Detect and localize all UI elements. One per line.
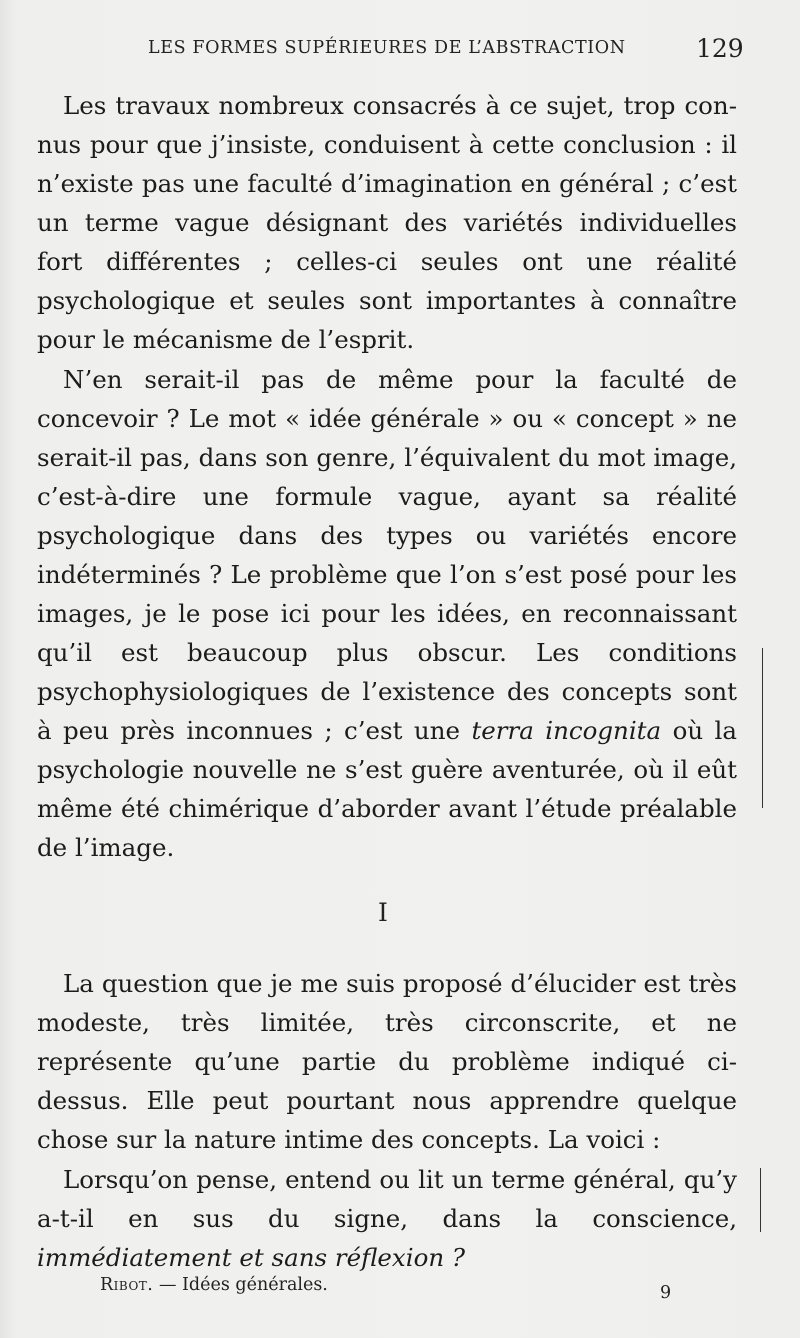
page-number: 129 xyxy=(696,34,744,63)
paragraph-2-end: où la psychologie nouvelle ne s’est guère aventurée, où il eût même été chimérique d’aborder avant l’étude préalable de l’image. xyxy=(37,716,737,862)
paragraph-2 xyxy=(37,360,737,867)
paragraph-2-italic: terra incognita xyxy=(471,716,662,745)
margin-mark-lower xyxy=(760,1168,761,1232)
text-block-bottom xyxy=(37,964,737,1277)
text-block-top xyxy=(37,86,737,867)
paragraph-2-text: N’en serait-il pas de même pour la faculté de concevoir ? Le mot « idée générale » ou « concept » ne serait-il pas, dans son genre, l’équivalent du mot image, c’est-à-dire une formule vague, ayant sa réalité psychologique dans des types ou variétés encore indéterminés ? Le problème que l’on s’est posé pour les images, je le pose ici pour les idées, en reconnaissant qu’il est beaucoup plus obscur. Les conditions psychophysiologiques de l’existence des concepts sont à peu près inconnues ; c’est une xyxy=(37,365,737,745)
footer-signature-line xyxy=(100,1275,328,1295)
running-head xyxy=(148,34,768,66)
footer-sheet-number: 9 xyxy=(660,1283,672,1303)
paragraph-1: Les travaux nombreux consacrés à ce sujet, trop connus pour que j’insiste, conduisent à cette conclusion : il n’existe pas une faculté d’imagination en général ; c’est un terme vague désignant des variétés individuelles fort différentes ; celles-ci seules ont une réalité psychologique et seules sont importantes à connaître pour le mécanisme de l’esprit. xyxy=(37,91,737,354)
section-heading: I xyxy=(378,898,388,927)
paragraph-4 xyxy=(37,1160,737,1277)
paragraph-4-text: Lorsqu’on pense, entend ou lit un terme général, qu’y a-t-il en sus du signe, dans la conscience, xyxy=(37,1165,737,1233)
paragraph-3: La question que je me suis proposé d’élucider est très modeste, très limitée, très circonscrite, et ne représente qu’une partie du problème indiqué ci-dessus. Elle peut pourtant nous apprendre quelque chose sur la nature intime des concepts. La voici : xyxy=(37,969,737,1154)
margin-mark-upper xyxy=(762,648,763,808)
running-title: LES FORMES SUPÉRIEURES DE L’ABSTRACTION xyxy=(148,38,626,58)
footer-title: — Idées générales. xyxy=(158,1275,328,1295)
footer-author: Ribot. xyxy=(100,1275,154,1295)
paragraph-4-italic: immédiatement et sans réflexion ? xyxy=(37,1243,466,1272)
